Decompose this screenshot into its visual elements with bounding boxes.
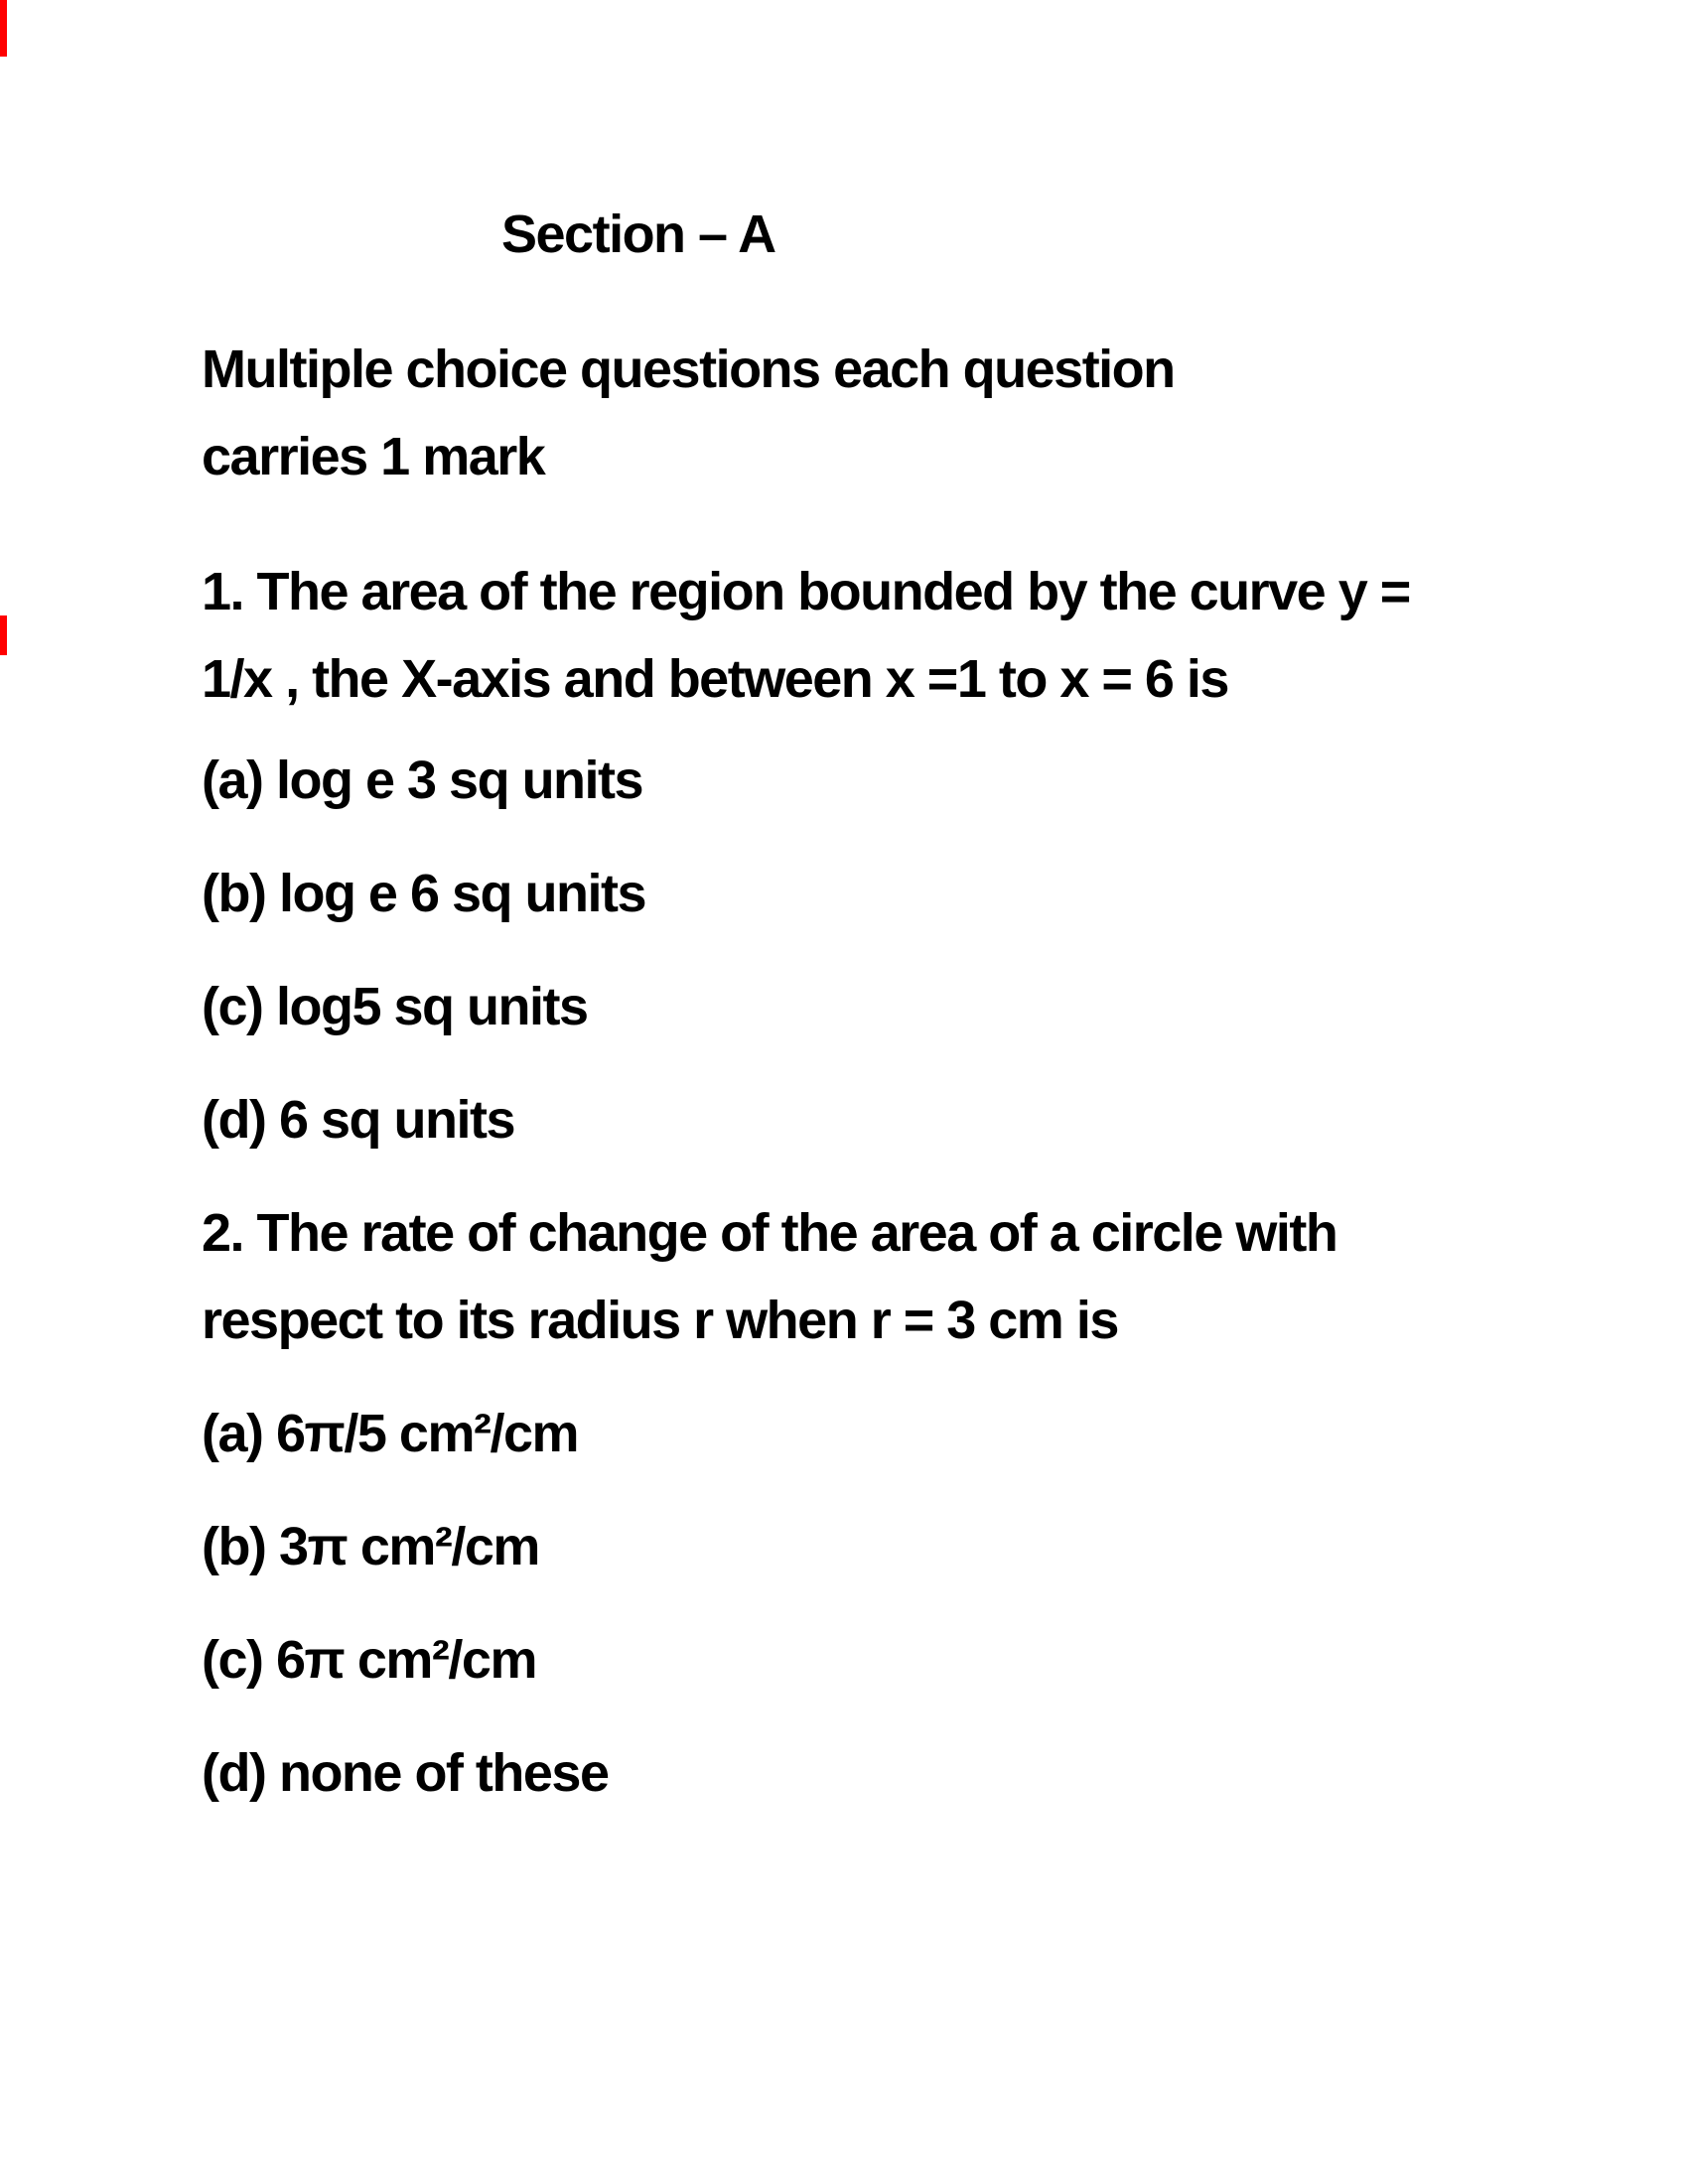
question-2-line-2: respect to its radius r when r = 3 cm is (202, 1291, 1118, 1350)
red-scan-mark-middle (0, 615, 7, 655)
question-1-option-a: (a) log e 3 sq units (202, 751, 643, 810)
question-1-line-1: 1. The area of the region bounded by the curve y = (202, 562, 1410, 621)
intro-line-2: carries 1 mark (202, 427, 545, 486)
question-2-option-b: (b) 3π cm²/cm (202, 1517, 539, 1576)
intro-line-1: Multiple choice questions each question (202, 340, 1175, 399)
section-heading: Section – A (501, 205, 775, 264)
question-1-line-2: 1/x , the X-axis and between x =1 to x = 6 is (202, 649, 1228, 709)
question-2-option-d: (d) none of these (202, 1743, 609, 1803)
question-2-option-a: (a) 6π/5 cm²/cm (202, 1404, 578, 1463)
question-2-text (202, 1189, 1638, 1364)
question-2-line-1: 2. The rate of change of the area of a circle with (202, 1203, 1337, 1263)
intro-paragraph (202, 326, 1638, 500)
question-1-option-c: (c) log5 sq units (202, 977, 588, 1036)
question-1-option-d: (d) 6 sq units (202, 1090, 514, 1150)
question-2-option-c: (c) 6π cm²/cm (202, 1630, 536, 1690)
red-scan-mark-top (0, 0, 7, 57)
question-1-option-b: (b) log e 6 sq units (202, 864, 646, 923)
question-1-text (202, 548, 1638, 723)
